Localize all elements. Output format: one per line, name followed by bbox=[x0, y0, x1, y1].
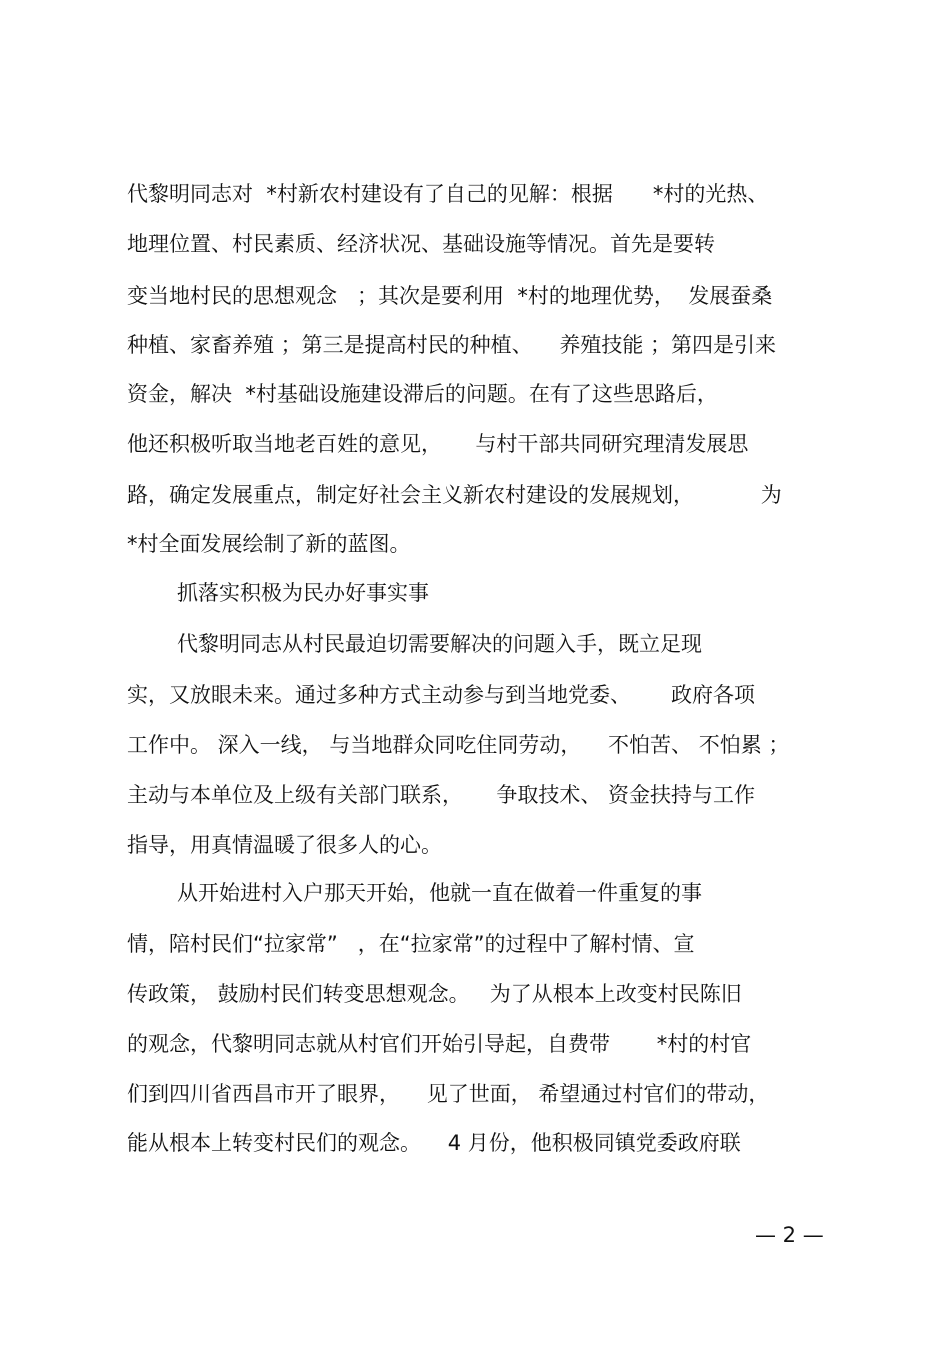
text-line: 主动与本单位及上级有关部门联系， 争取技术、 资金扶持与工作 bbox=[127, 783, 756, 807]
text-line: 实，又放眼未来。通过多种方式主动参与到当地党委、 政府各项 bbox=[127, 683, 756, 707]
text-line: 的观念，代黎明同志就从村官们开始引导起，自费带 *村的村官 bbox=[127, 1032, 752, 1056]
text-line: *村全面发展绘制了新的蓝图。 bbox=[127, 532, 411, 556]
text-line: 从开始进村入户那天开始，他就一直在做着一件重复的事 bbox=[177, 881, 702, 905]
text-line: 地理位置、村民素质、经济状况、基础设施等情况。首先是要转 bbox=[127, 232, 715, 256]
text-line: 资金，解决 *村基础设施建设滞后的问题。在有了这些思路后， bbox=[127, 382, 718, 406]
text-line: 指导，用真情温暖了很多人的心。 bbox=[127, 833, 442, 857]
text-line: 变当地村民的思想观念 ；其次是要利用 *村的地理优势， 发展蚕桑 bbox=[127, 284, 773, 308]
text-line: 能从根本上转变村民们的观念。 4 月份，他积极同镇党委政府联 bbox=[127, 1131, 741, 1155]
text-line: 代黎明同志从村民最迫切需要解决的问题入手，既立足现 bbox=[177, 632, 702, 656]
page-number: — 2 — bbox=[755, 1223, 824, 1247]
text-line: 情，陪村民们“拉家常” ，在“拉家常”的过程中了解村情、宣 bbox=[127, 932, 695, 956]
text-line: 他还积极听取当地老百姓的意见， 与村干部共同研究理清发展思 bbox=[127, 432, 749, 456]
text-line: 工作中。 深入一线， 与当地群众同吃住同劳动， 不怕苦、 不怕累 ； bbox=[127, 733, 790, 757]
text-line: 代黎明同志对 *村新农村建设有了自己的见解：根据 *村的光热、 bbox=[127, 182, 769, 206]
text-line: 传政策， 鼓励村民们转变思想观念。 为了从根本上改变村民陈旧 bbox=[127, 982, 742, 1006]
text-line: 们到四川省西昌市开了眼界， 见了世面， 希望通过村官们的带动， bbox=[127, 1082, 770, 1106]
text-line: 路，确定发展重点，制定好社会主义新农村建设的发展规划， 为 bbox=[127, 483, 782, 507]
section-heading: 抓落实积极为民办好事实事 bbox=[177, 581, 429, 605]
text-line: 种植、家畜养殖 ；第三是提高村民的种植、 养殖技能 ；第四是引来 bbox=[127, 333, 777, 357]
